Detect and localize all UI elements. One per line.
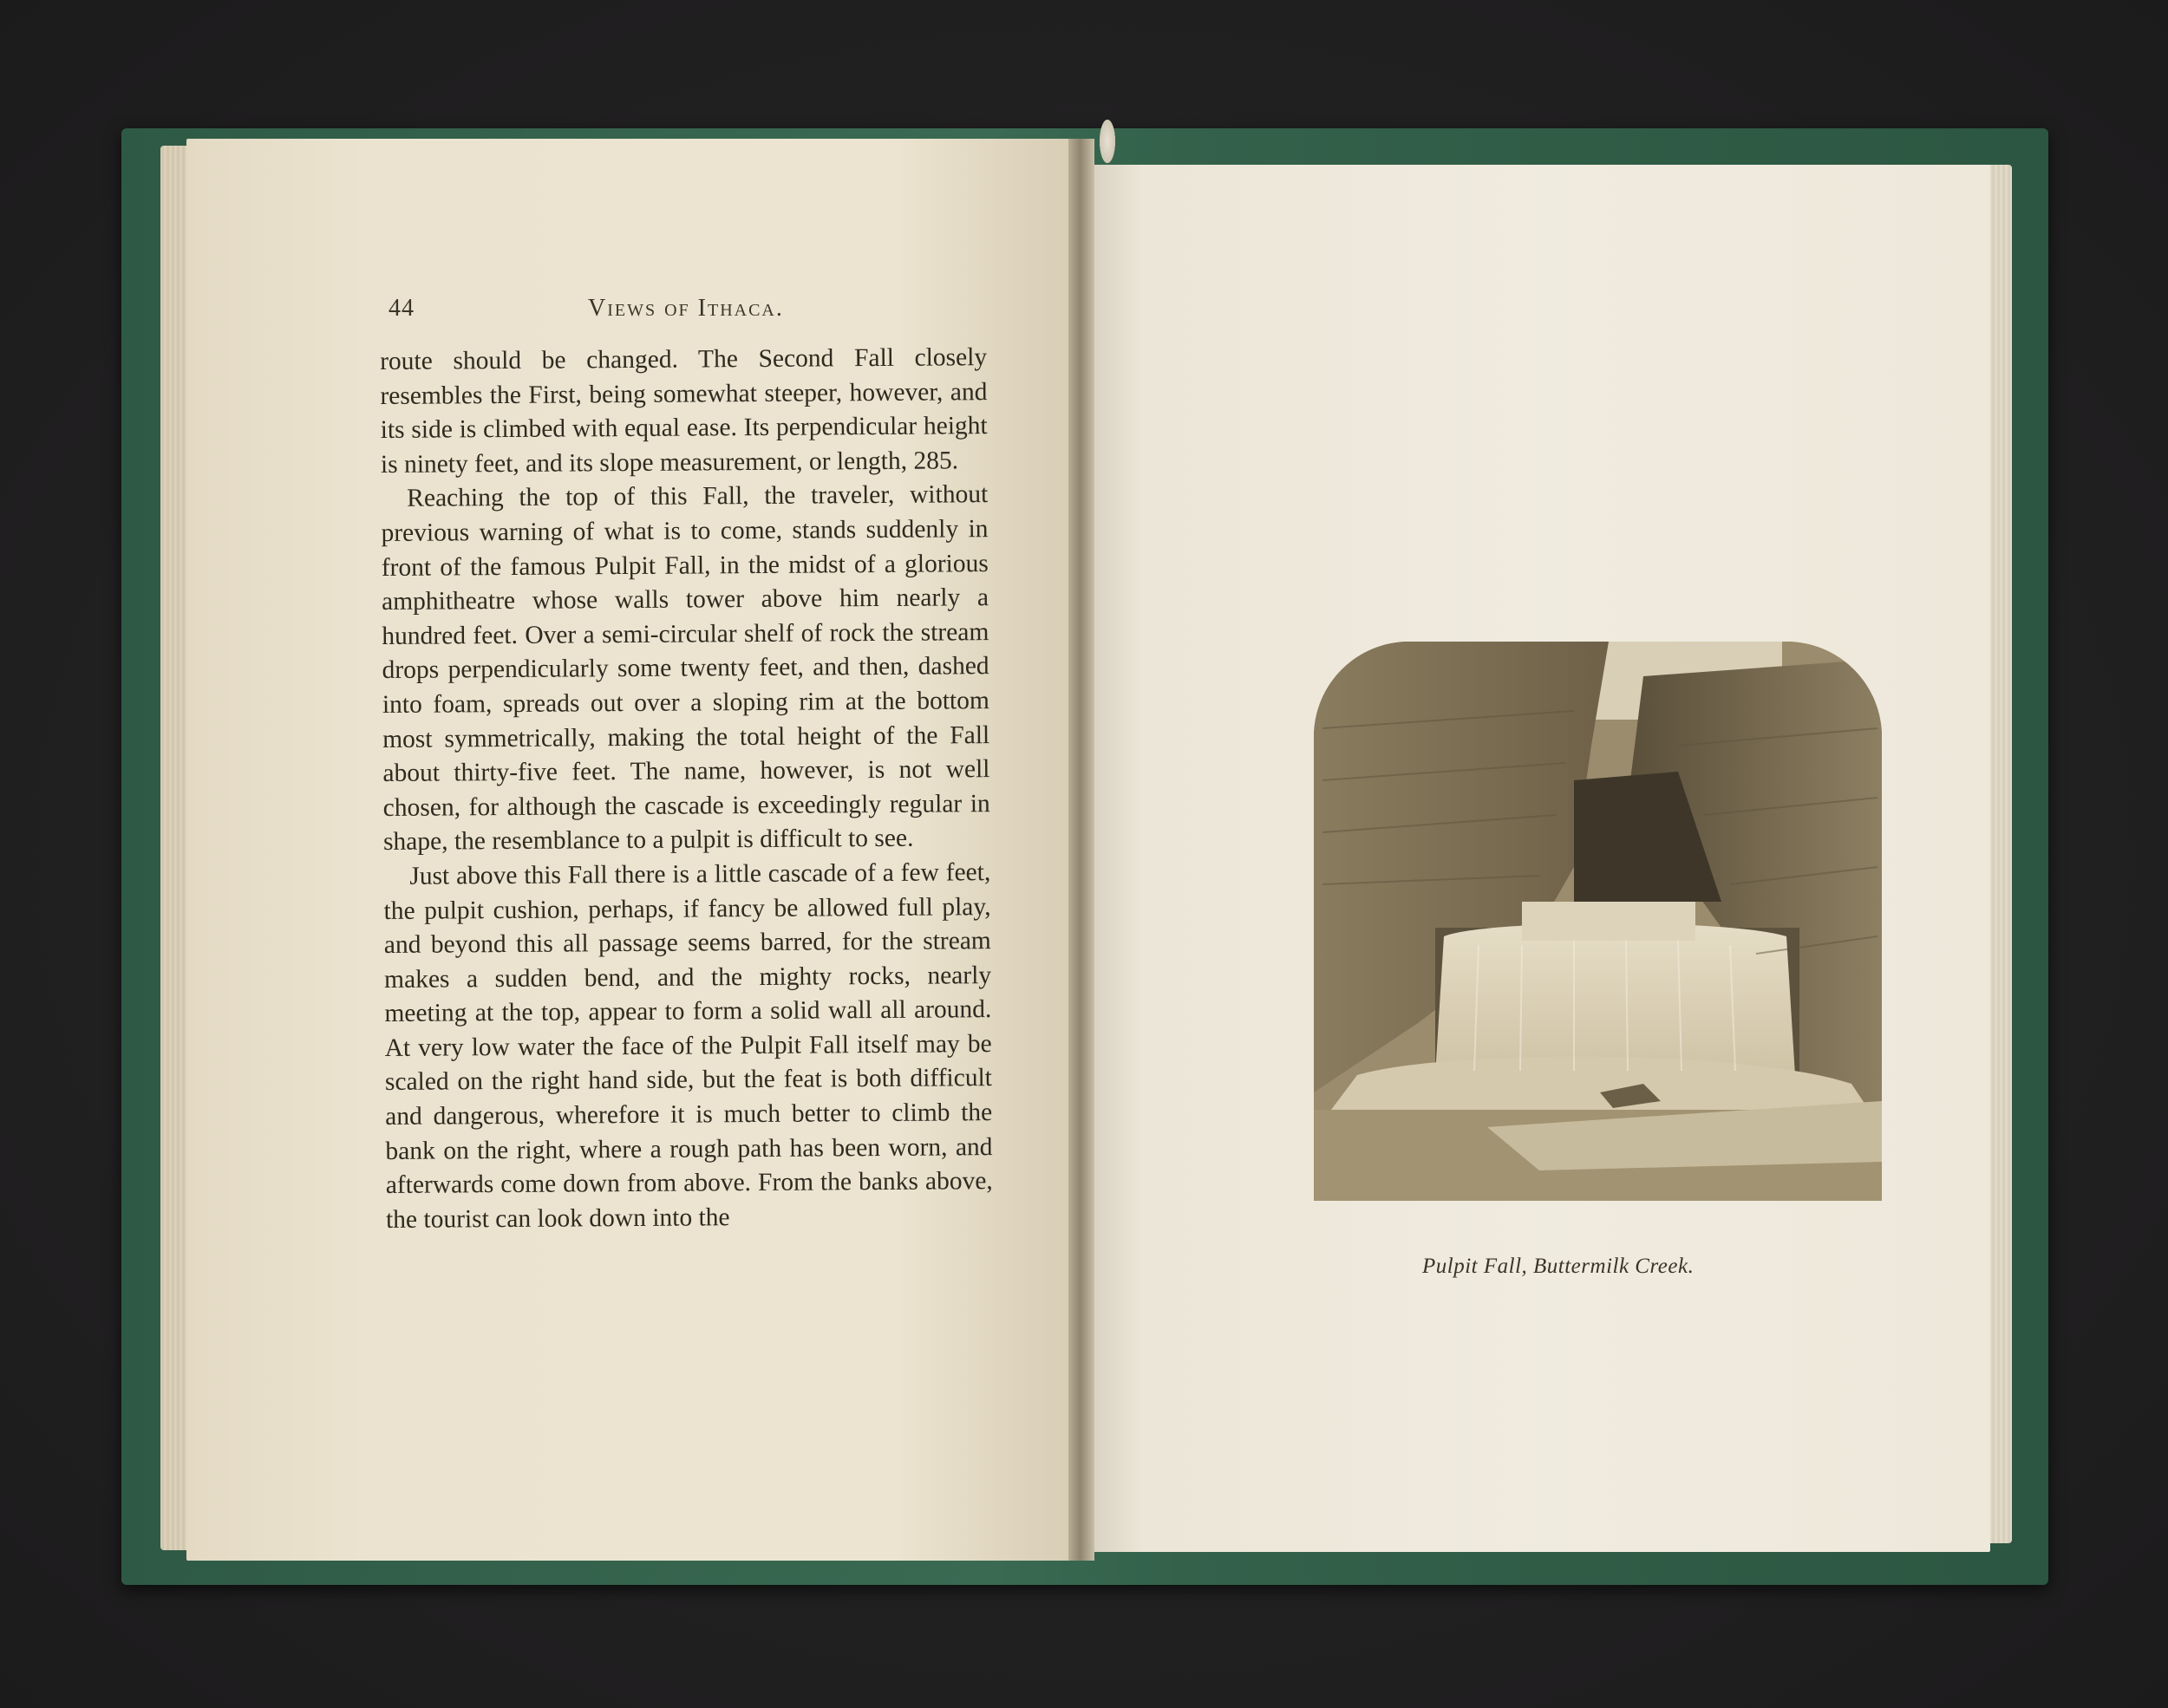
book-gutter: [1068, 139, 1094, 1561]
paragraph: Reaching the top of this Fall, the traveler, without previous warning of what is to come, stands suddenly in front of the famous Pulpit Fall, in the midst of a glorious amphitheatre whose walls tower above him nearly a hundred feet. Over a semi-circular shelf of rock the stream drops perpendicularly some twenty feet, and then, dashed into foam, spreads out over a sloping rim at the bottom most symmetrically, making the total height of the Fall about thirty-five feet. The name, however, is not well chosen, for although the cascade is exceedingly regular in shape, the resemblance to a pulpit is difficult to see.: [381, 480, 990, 857]
photograph-plate: [1314, 642, 1882, 1201]
paragraph: Just above this Fall there is a little cascade of a few feet, the pulpit cushion, perhaps, if fancy be allowed full play, and beyond this all passage seems barred, for the stream makes a sudden bend, and the mighty rocks, nearly meeting at the top, appear to form a solid wall all around. At very low water the face of the Pulpit Fall itself may be scaled on the right hand side, but the feat is both difficult and dangerous, wherefore it is much better to climb the bank on the right, where a rough path has been worn, and afterwards come down from above. From the banks above, the tourist can look down into the: [383, 858, 993, 1234]
waterfall-image: [1314, 642, 1882, 1201]
waterfall-photograph: [1314, 642, 1882, 1201]
photo-caption: Pulpit Fall, Buttermilk Creek.: [1422, 1255, 1695, 1278]
body-text: [380, 341, 993, 1237]
binding-thread: [1100, 120, 1115, 163]
paragraph: route should be changed. The Second Fall closely resembles the First, being somewhat steeper, however, and its side is climbed with equal ease. Its perpendicular height is ninety feet, and its slope measurement, or length, 285.: [380, 343, 988, 479]
page-number: 44: [389, 295, 415, 322]
running-title: Views of Ithaca.: [588, 295, 784, 322]
